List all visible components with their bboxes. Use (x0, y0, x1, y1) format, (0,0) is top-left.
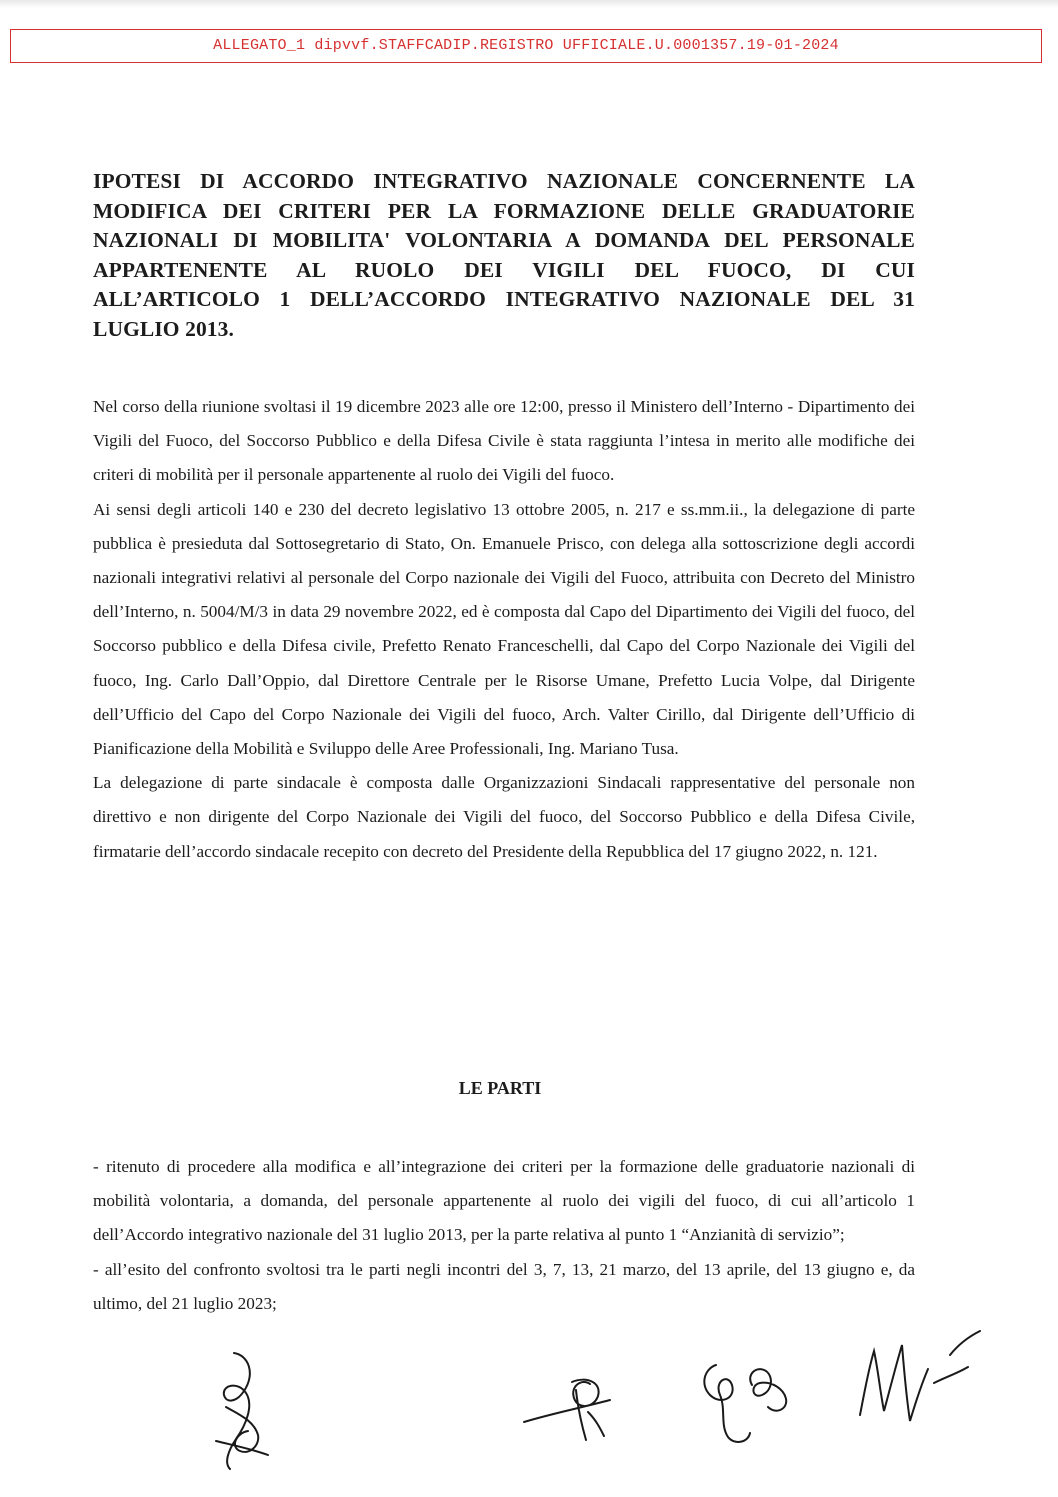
document-title (93, 167, 915, 344)
parti-section (93, 1150, 915, 1321)
intro-paragraph-public-delegation: Ai sensi degli articoli 140 e 230 del decreto legislativo 13 ottobre 2005, n. 217 e ss.mm.ii., la delegazione di parte pubblica è presieduta dal Sottosegretario di Stato, On. Emanuele Prisco, con delega alla sottoscrizione degli accordi nazionali integrativi relativi al personale del Corpo nazionale dei Vigili del Fuoco, attribuita con Decreto del Ministro dell’Interno, n. 5004/M/3 in data 29 novembre 2022, ed è composta dal Capo del Dipartimento dei Vigili del fuoco, del Soccorso pubblico e della Difesa civile, Prefetto Renato Franceschelli, dal Capo del Corpo Nazionale dei Vigili del fuoco, Ing. Carlo Dall’Oppio, dal Direttore Centrale per le Risorse Umane, Prefetto Lucia Volpe, dal Dirigente dell’Ufficio del Capo del Corpo Nazionale dei Vigili del fuoco, Arch. Valter Cirillo, dal Dirigente dell’Ufficio di Pianificazione della Mobilità e Sviluppo delle Aree Professionali, Ing. Mariano Tusa. (93, 499, 915, 759)
parti-paragraph: - ritenuto di procedere alla modifica e all’integrazione dei criteri per la formazione delle graduatorie nazionali di mobilità volontaria, a domanda, del personale appartenente al ruolo dei vigili del fuoco, di cui all’articolo 1 dell’Accordo integrativo nazionale del 31 luglio 2013, per la parte relativa al punto 1 “Anzianità di servizio”; (93, 1157, 915, 1245)
intro-section (93, 390, 915, 869)
scan-edge (0, 0, 1058, 8)
title-line: IPOTESI DI ACCORDO INTEGRATIVO NAZIONALE CONCERNENTE LA (93, 169, 915, 193)
signature-1 (196, 1345, 286, 1475)
title-line: LUGLIO 2013. (93, 316, 234, 341)
intro-paragraph-meeting: Nel corso della riunione svoltasi il 19 dicembre 2023 alle ore 12:00, presso il Ministero dell’Interno - Dipartimento dei Vigili del Fuoco, del Soccorso Pubblico e della Difesa Civile è stata raggiunta l’intesa in merito alle modifiche dei criteri di mobilità per il personale appartenente al ruolo dei Vigili del fuoco. (93, 397, 915, 485)
title-line: APPARTENENTE AL RUOLO DEI VIGILI DEL FUOCO, DI CUI (93, 257, 915, 282)
intro-paragraph-union-delegation: La delegazione di parte sindacale è composta dalle Organizzazioni Sindacali rappresentative del personale non direttivo e non dirigente del Corpo Nazionale dei Vigili del fuoco, del Soccorso Pubblico e della Difesa Civile, firmatarie dell’accordo sindacale recepito con decreto del Presidente della Repubblica del 17 giugno 2022, n. 121. (93, 773, 915, 861)
protocol-stamp: ALLEGATO_1 dipvvf.STAFFCADIP.REGISTRO UFFICIALE.U.0001357.19-01-2024 (10, 29, 1042, 63)
signature-3 (690, 1355, 800, 1450)
title-line: MODIFICA DEI CRITERI PER LA FORMAZIONE DELLE GRADUATORIE (93, 198, 915, 223)
title-line: ALL’ARTICOLO 1 DELL’ACCORDO INTEGRATIVO NAZIONALE DEL 31 (93, 287, 915, 311)
signature-4 (850, 1325, 990, 1435)
signature-2 (520, 1370, 620, 1445)
section-heading: LE PARTI (458, 1078, 542, 1098)
parti-paragraph: - all’esito del confronto svoltosi tra le parti negli incontri del 3, 7, 13, 21 marzo, del 13 aprile, del 13 giugno e, da ultimo, del 21 luglio 2023; (93, 1259, 915, 1313)
title-line: NAZIONALI DI MOBILITA' VOLONTARIA A DOMANDA DEL PERSONALE (93, 228, 915, 252)
